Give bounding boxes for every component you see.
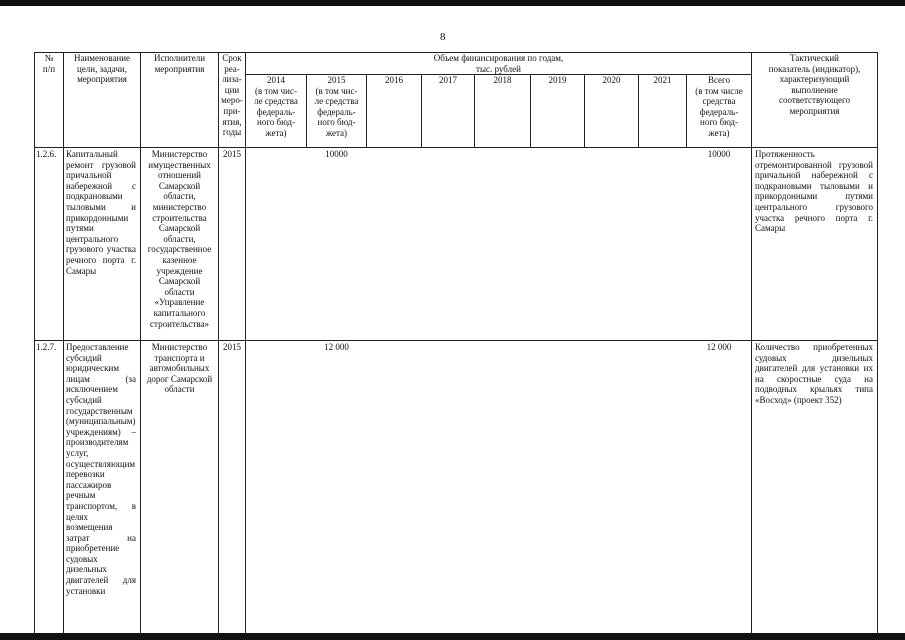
header-2020: 2020	[602, 75, 621, 85]
row-num: 1.2.7.	[36, 342, 57, 352]
bottom-border	[0, 633, 905, 640]
row-2015: 12 000	[324, 342, 349, 352]
row-num: 1.2.6.	[36, 149, 57, 159]
header-indicator: Тактический показатель (индикатор), характеризующий выполнение соответствующего мероприятия	[768, 53, 861, 116]
row-executors: Министерство транспорта и автомобильных дорог Самарской области	[146, 342, 213, 395]
header-2018: 2018	[493, 75, 512, 85]
row-indicator: Протяженность отремонтированной грузовой причальной набережной с подкрановыми тыловыми и прикордонными путями центрального грузового участка речного порта г. Самары	[755, 149, 873, 234]
header-2017: 2017	[439, 75, 457, 85]
row-executors: Министерство имущественных отношений Самарской области, министерство строительства Самарской области, государственное казенное учреждение Самарской области «Управление капитального строительства»	[147, 149, 212, 329]
header-name: Наименование цели, задачи, мероприятия	[73, 53, 131, 85]
header-term: Срок реа- лиза- ции меро- при- ятия, годы	[221, 53, 243, 138]
row-name: Капитальный ремонт грузовой причальной набережной с подкрановыми тыловыми и прикордонными путями центрального грузового участка речного порта г. Самары	[66, 149, 136, 276]
header-financing: Объем финансирования по годам, тыс. рублей	[433, 53, 564, 74]
header-num: № п/п	[42, 53, 56, 74]
header-total: Всего (в том числе средства федераль- ного бюд- жета)	[695, 75, 743, 138]
row-2015: 10000	[325, 149, 348, 159]
header-2021: 2021	[653, 75, 672, 85]
row-indicator: Количество приобретенных судовых дизельных двигателей для установки их на скоростные суда на подводных крыльях типа «Восход» (проект 352)	[755, 342, 873, 405]
header-2019: 2019	[548, 75, 567, 85]
row-name: Предоставление субсидий юридическим лицам (за исключением субсидий государственным (муниципальным) учреждениям) – производителям услуг, осуществляющим перевозки пассажиров речным транспортом, в целях возмещения затрат на приобретение судовых дизельных двигателей для установки	[66, 342, 136, 596]
header-2015: 2015 (в том чис- ле средства федераль- ного бюд- жета)	[314, 75, 359, 138]
header-2016: 2016	[385, 75, 403, 85]
row-total: 10000	[707, 149, 731, 159]
row-term: 2015	[223, 149, 241, 159]
page-number: 8	[440, 31, 446, 43]
row-total: 12 000	[706, 342, 732, 352]
top-border	[0, 0, 905, 6]
header-2014: 2014 (в том чис- ле средства федераль- ного бюд- жета)	[254, 75, 298, 138]
header-executors: Исполнители мероприятия	[153, 53, 206, 74]
row-term: 2015	[223, 342, 241, 352]
